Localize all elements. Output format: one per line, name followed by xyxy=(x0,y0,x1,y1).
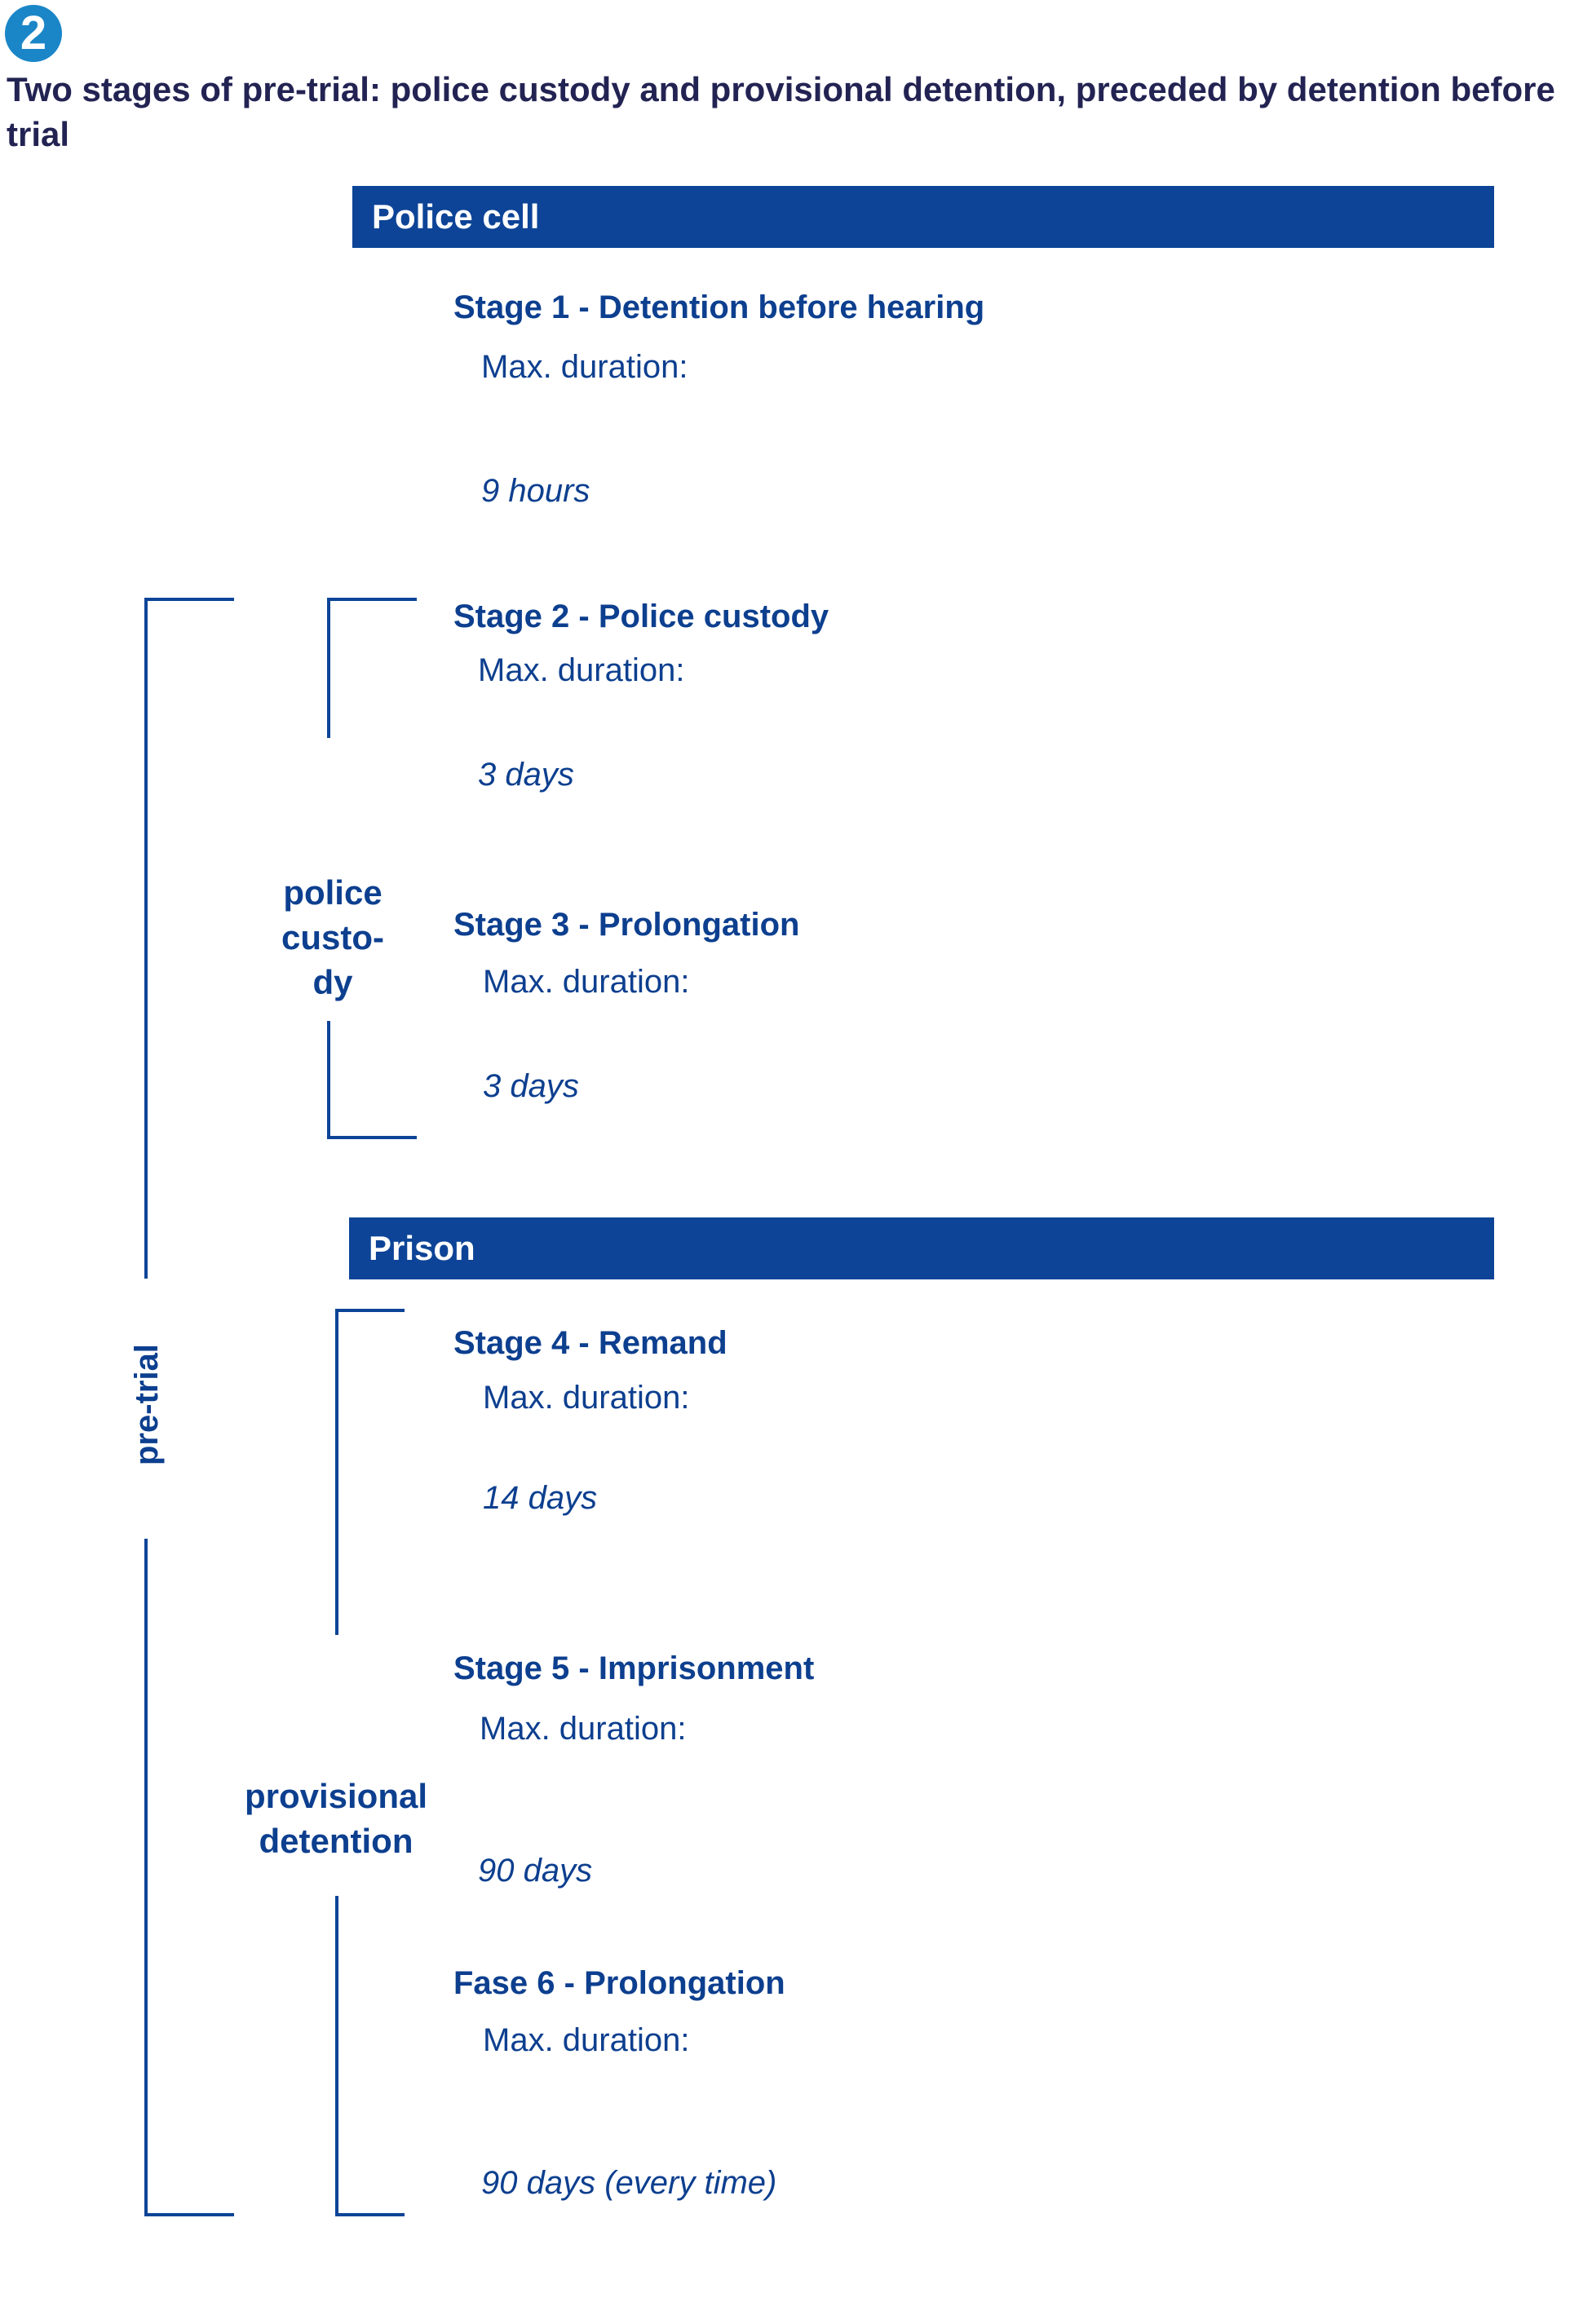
stage-1-duration-value: 9 hours xyxy=(481,473,590,509)
stage-1-title: Stage 1 - Detention before hearing xyxy=(453,289,985,325)
police-custody-bracket-lower-line xyxy=(327,1021,330,1139)
police-custody-label-line-2: custo- xyxy=(281,918,384,957)
stage-3-duration-label: Max. duration: xyxy=(483,964,690,1000)
police-custody-bracket-upper-line xyxy=(327,598,330,738)
stage-2-duration-value: 3 days xyxy=(478,757,574,793)
stage-4-title: Stage 4 - Remand xyxy=(453,1325,727,1361)
police-custody-bracket-bottom-cap xyxy=(327,1136,417,1139)
stage-6-title: Fase 6 - Prolongation xyxy=(453,1965,785,2001)
pre-trial-bracket-upper-line xyxy=(144,598,148,1279)
provisional-detention-label-line-1: provisional xyxy=(244,1777,428,1815)
provisional-detention-bracket-upper-line xyxy=(335,1309,338,1635)
police-custody-label-line-1: police xyxy=(283,873,383,912)
stage-2-title: Stage 2 - Police custody xyxy=(453,599,829,634)
provisional-detention-bracket-lower-line xyxy=(335,1896,338,2216)
pre-trial-bracket-top-cap xyxy=(144,598,234,601)
stage-4-duration-label: Max. duration: xyxy=(483,1380,690,1416)
police-custody-label xyxy=(259,870,406,1005)
stage-6-duration-label: Max. duration: xyxy=(483,2022,690,2058)
police-custody-label-line-3: dy xyxy=(312,963,353,1001)
stage-5-title: Stage 5 - Imprisonment xyxy=(453,1650,815,1686)
provisional-detention-label-line-2: detention xyxy=(259,1822,413,1860)
prison-header: Prison xyxy=(349,1217,1494,1279)
stage-3-title: Stage 3 - Prolongation xyxy=(453,907,800,943)
stage-2-duration-label: Max. duration: xyxy=(478,652,685,688)
pre-trial-bracket-bottom-cap xyxy=(144,2213,234,2216)
stage-3-duration-value: 3 days xyxy=(483,1068,579,1104)
stage-4-duration-value: 14 days xyxy=(483,1480,598,1516)
provisional-detention-bracket-bottom-cap xyxy=(335,2213,405,2216)
police-custody-bracket-top-cap xyxy=(327,598,417,601)
pre-trial-label: pre-trial xyxy=(129,1344,165,1465)
stage-1-duration-label: Max. duration: xyxy=(481,349,688,385)
police-cell-header: Police cell xyxy=(352,186,1494,248)
provisional-detention-bracket-top-cap xyxy=(335,1309,405,1312)
diagram-title: Two stages of pre-trial: police custody and provisional detention, preceded by detention before trial xyxy=(7,70,1555,153)
stage-6-duration-value: 90 days (every time) xyxy=(481,2165,777,2201)
pre-trial-bracket-lower-line xyxy=(144,1539,148,2216)
stage-5-duration-label: Max. duration: xyxy=(480,1711,687,1747)
provisional-detention-label xyxy=(235,1774,437,1863)
stage-5-duration-value: 90 days xyxy=(478,1853,593,1889)
step-number-badge: 2 xyxy=(5,5,62,62)
